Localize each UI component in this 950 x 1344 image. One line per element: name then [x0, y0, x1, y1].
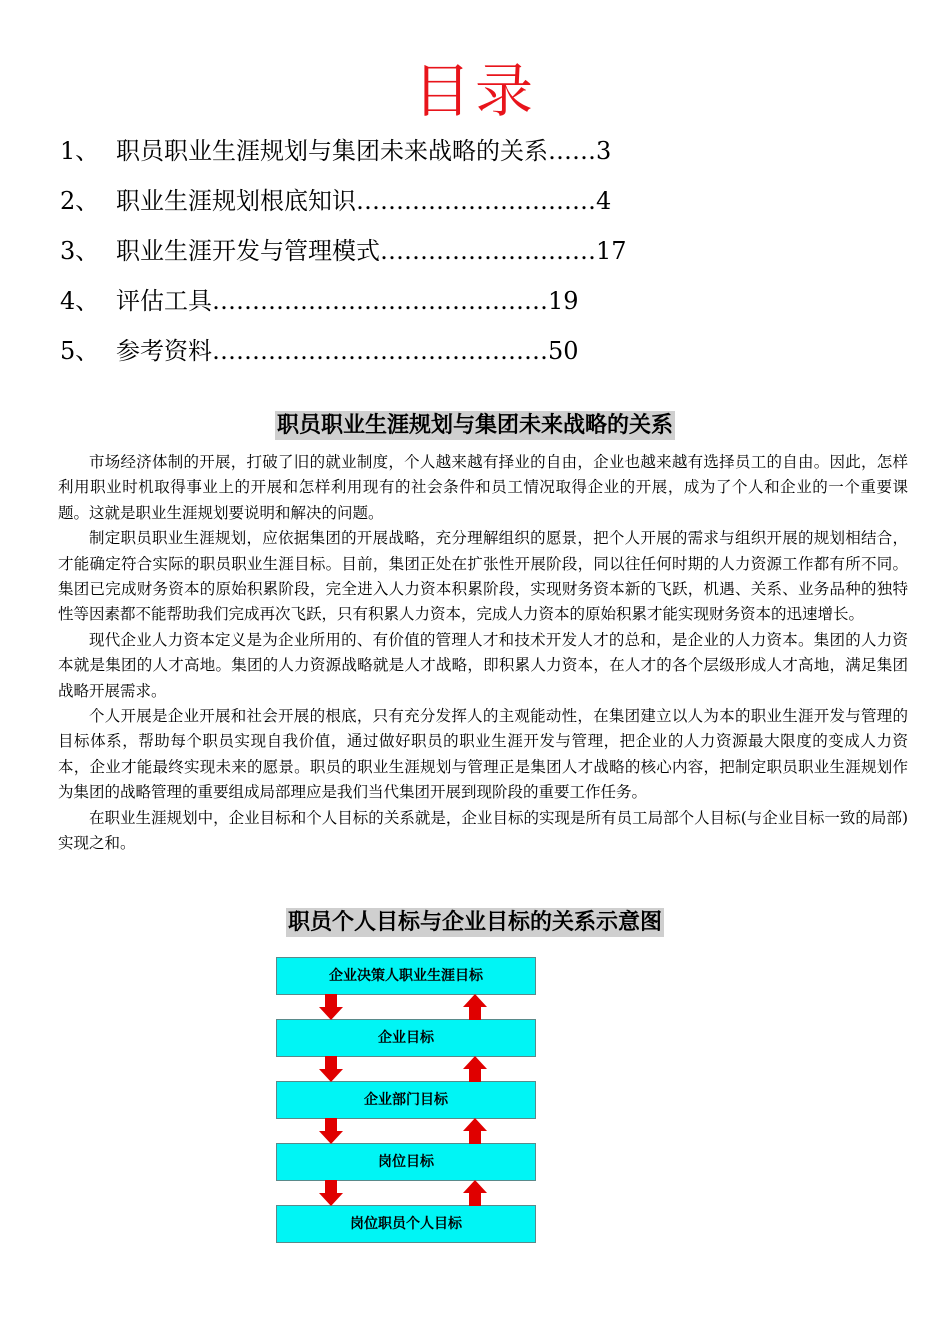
toc-item-number: 4、	[60, 287, 100, 315]
toc-item-number: 5、	[60, 337, 100, 365]
diagram-box: 岗位目标	[276, 1143, 536, 1181]
paragraph: 现代企业人力资本定义是为企业所用的、有价值的管理人才和技术开发人才的总和，是企业的人力资本。集团的人力资本就是集团的人才高地。集团的人力资源战略就是人才战略，即积累人力资本，在人才的各个层级形成人才高地，满足集团战略开展需求。	[58, 630, 908, 700]
toc-item[interactable]	[60, 278, 680, 328]
toc-item-text: 职业生涯规划根底知识…………………………4	[116, 187, 612, 215]
paragraph: 在职业生涯规划中，企业目标和个人目标的关系就是，企业目标的实现是所有员工局部个人目标(与企业目标一致的局部)实现之和。	[58, 808, 908, 853]
toc-item-text: 职员职业生涯规划与集团未来战略的关系……3	[116, 137, 612, 165]
toc-item[interactable]	[60, 328, 680, 378]
diagram-box: 企业部门目标	[276, 1081, 536, 1119]
toc-title: 目录	[412, 57, 537, 125]
arrow-down-icon	[319, 1056, 343, 1082]
diagram-box: 企业目标	[276, 1019, 536, 1057]
section-heading	[0, 408, 950, 439]
arrow-up-icon	[463, 994, 487, 1020]
paragraph: 市场经济体制的开展，打破了旧的就业制度，个人越来越有择业的自由，企业也越来越有选择员工的自由。因此，怎样利用职业时机取得事业上的开展和怎样利用现有的社会条件和员工情况取得企业的开展，成为了个人和企业的一个重要课题。这就是职业生涯规划要说明和解决的问题。	[58, 453, 908, 522]
diagram-heading	[0, 905, 950, 936]
arrow-down-icon	[319, 994, 343, 1020]
toc-item-text: 参考资料……………………………………50	[116, 337, 579, 365]
toc-list	[60, 128, 680, 378]
toc-item-number: 3、	[60, 237, 100, 265]
toc-item[interactable]	[60, 228, 680, 278]
toc-item-text: 评估工具……………………………………19	[116, 287, 579, 315]
paragraph: 个人开展是企业开展和社会开展的根底，只有充分发挥人的主观能动性，在集团建立以人为本的职业生涯开发与管理的目标体系，帮助每个职员实现自我价值，通过做好职员的职业生涯开发与管理，把企业的人力资源最大限度的变成人力资本，企业才能最终实现未来的愿景。职员的职业生涯规划与管理正是集团人才战略的核心内容，把制定职员职业生涯规划作为集团的战略管理的重要组成局部理应是我们当代集团开展到现阶段的重要工作任务。	[58, 707, 908, 802]
paragraph: 制定职员职业生涯规划，应依据集团的开展战略，充分理解组织的愿景，把个人开展的需求与组织开展的规划相结合，才能确定符合实际的职员职业生涯目标。目前，集团正处在扩张性开展阶段，同以往任何时期的人力资源工作都有所不同。集团已完成财务资本的原始积累阶段，完全进入人力资本积累阶段，实现财务资本新的飞跃，机遇、关系、业务品种的独特性等因素都不能帮助我们完成再次飞跃，只有积累人力资本，完成人力资本的原始积累才能实现财务资本的迅速增长。	[58, 529, 908, 624]
toc-item[interactable]	[60, 178, 680, 228]
toc-item-number: 2、	[60, 187, 100, 215]
toc-item-number: 1、	[60, 137, 100, 165]
arrow-up-icon	[463, 1056, 487, 1082]
arrow-up-icon	[463, 1180, 487, 1206]
arrow-up-icon	[463, 1118, 487, 1144]
arrow-down-icon	[319, 1118, 343, 1144]
diagram-box: 岗位职员个人目标	[276, 1205, 536, 1243]
body-text	[58, 450, 908, 857]
section-heading-text: 职员职业生涯规划与集团未来战略的关系	[276, 413, 673, 438]
toc-item-text: 职业生涯开发与管理模式………………………17	[116, 237, 627, 265]
diagram-box: 企业决策人职业生涯目标	[276, 957, 536, 995]
toc-item[interactable]	[60, 128, 680, 178]
diagram-heading-text: 职员个人目标与企业目标的关系示意图	[287, 910, 662, 935]
arrow-down-icon	[319, 1180, 343, 1206]
goal-hierarchy-diagram	[274, 955, 540, 1247]
